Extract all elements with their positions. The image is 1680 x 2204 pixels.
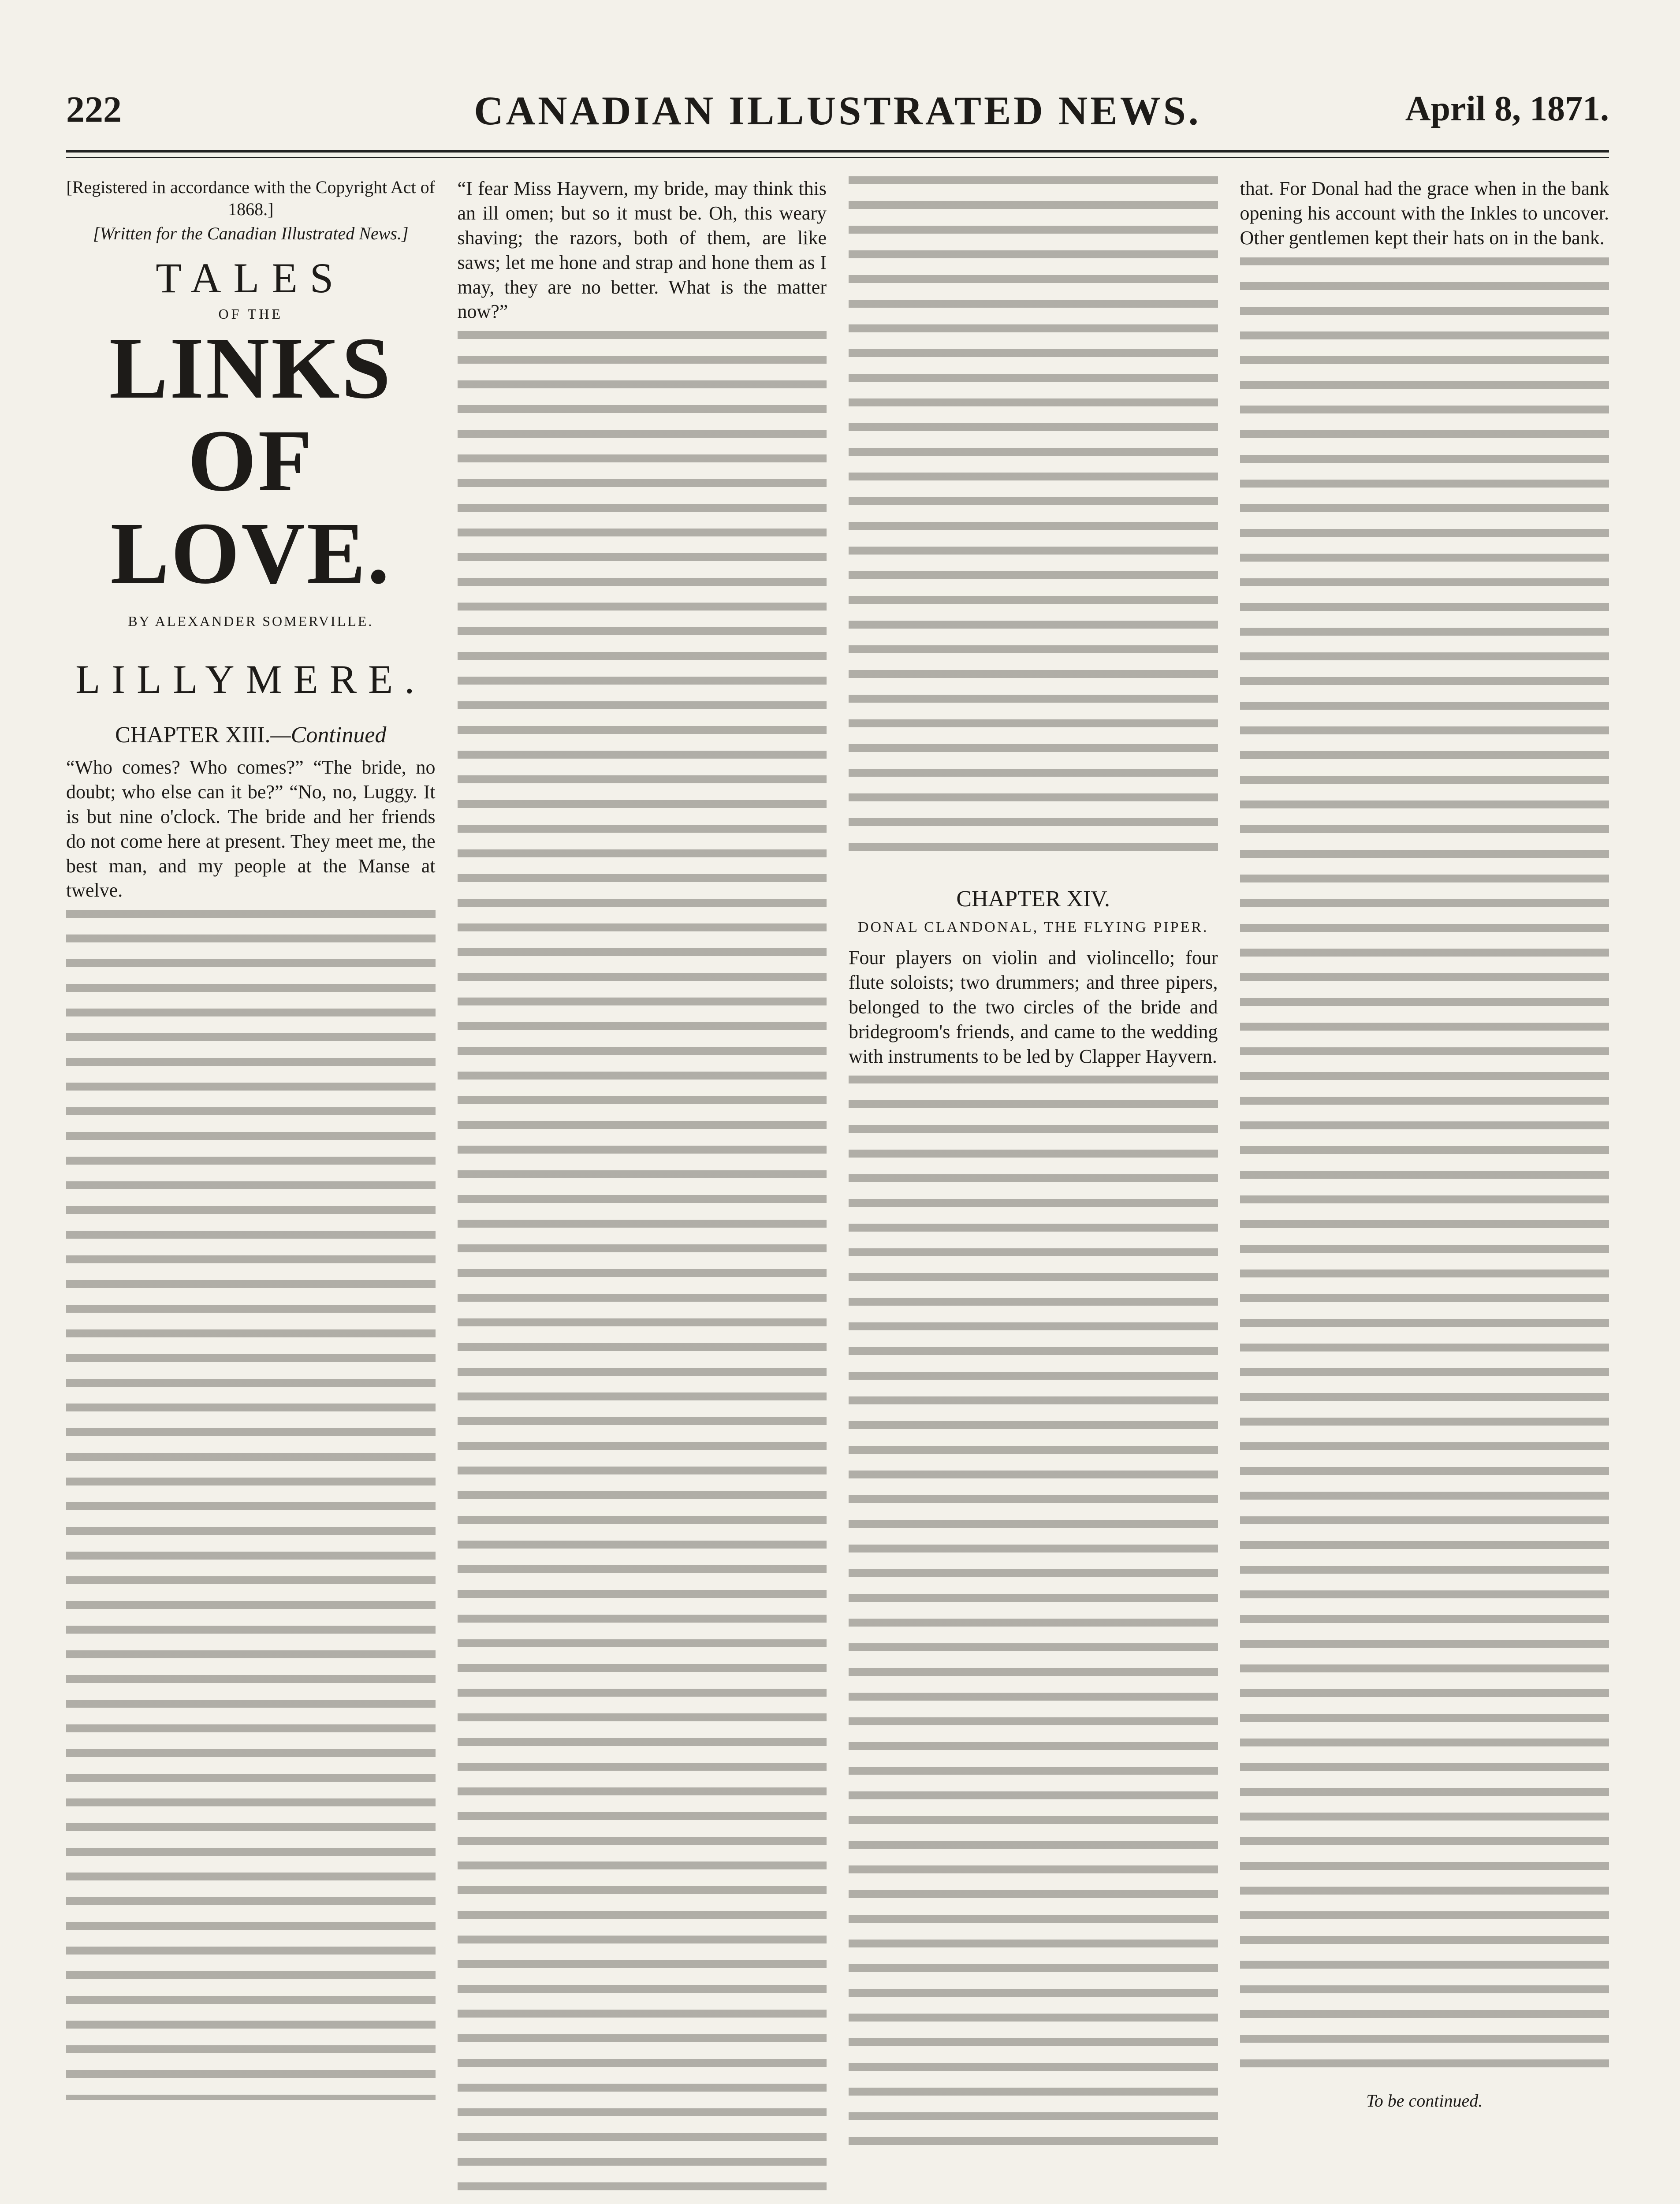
col4-body-text-block bbox=[1240, 257, 1609, 2082]
to-be-continued: To be continued. bbox=[1366, 2090, 1483, 2111]
column-2 bbox=[458, 176, 827, 2204]
written-for-note: [Written for the Canadian Illustrated News.] bbox=[93, 223, 409, 243]
column-1 bbox=[66, 176, 436, 2204]
series-tales: TALES bbox=[156, 254, 346, 302]
author-byline: BY ALEXANDER SOMERVILLE. bbox=[128, 613, 374, 629]
column-3 bbox=[849, 176, 1218, 2204]
column-4 bbox=[1240, 176, 1609, 2204]
series-title: LINKS OF LOVE. bbox=[109, 320, 392, 602]
col2-body-text-block bbox=[458, 331, 827, 2204]
chapter-continued: —Continued bbox=[270, 722, 387, 748]
copyright-notice: [Registered in accordance with the Copyright Act of 1868.] bbox=[66, 177, 435, 219]
newspaper-title: CANADIAN ILLUSTRATED NEWS. bbox=[474, 88, 1201, 133]
chapter-14-heading: CHAPTER XIV. bbox=[956, 886, 1110, 912]
masthead bbox=[66, 79, 1609, 153]
issue-date: April 8, 1871. bbox=[1405, 89, 1609, 128]
col3-body-text-upper bbox=[849, 176, 1218, 864]
col1-body-text-block bbox=[66, 910, 436, 2100]
masthead-rule bbox=[66, 157, 1609, 158]
article-columns bbox=[66, 176, 1609, 2204]
chapter-label: CHAPTER XIII. bbox=[115, 722, 271, 748]
col3-body-text-lower bbox=[849, 1076, 1218, 2160]
page-number: 222 bbox=[66, 89, 122, 130]
col2-opening-text: “I fear Miss Hayvern, my bride, may think this an ill omen; but so it must be. Oh, this weary shaving; the razors, both of them, are like saws; let me hone and strap and hone them as I may, they are no better. What is the matter now?” bbox=[457, 178, 827, 323]
chapter-heading bbox=[66, 722, 436, 748]
series-of-the: OF THE bbox=[218, 306, 283, 322]
chapter-14-opening: Four players on violin and violincello; four flute soloists; two drummers; and three pipers, belonged to the two circles of the bride and bridegroom's friends, and came to the wedding with instruments to be led by Clapper Hayvern. bbox=[849, 947, 1218, 1067]
col1-opening-text: “Who comes? Who comes?” “The bride, no doubt; who else can it be?” “No, no, Luggy. It is but nine o'clock. The bride and her friends do not come here at present. They meet me, the best man, and my people at the Manse at twelve. bbox=[66, 756, 436, 901]
chapter-14-subtitle: DONAL CLANDONAL, THE FLYING PIPER. bbox=[857, 919, 1209, 935]
story-title: LILLYMERE. bbox=[75, 657, 426, 702]
col4-opening-text: that. For Donal had the grace when in the bank opening his account with the Inkles to uncover. Other gentlemen kept their hats on in the bank. bbox=[1240, 178, 1609, 249]
